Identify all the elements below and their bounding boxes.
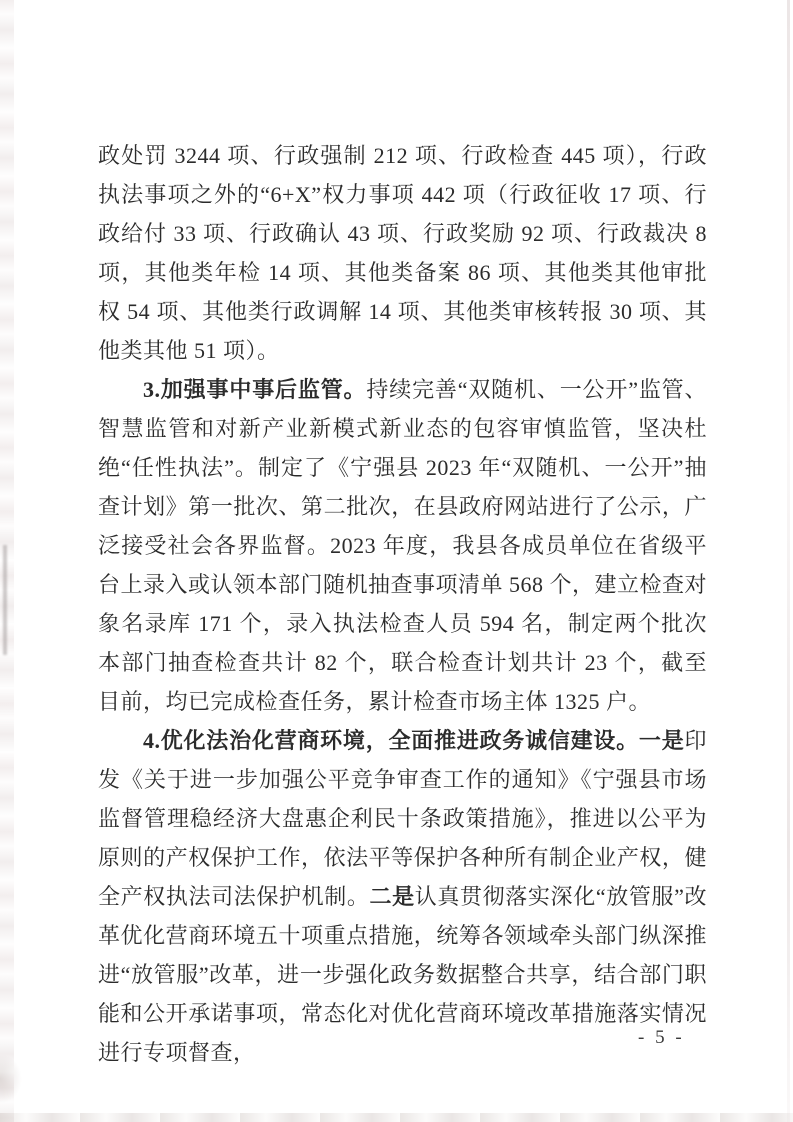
bold-text-run: 4.优化法治化营商环境，全面推进政务诚信建设。 bbox=[143, 728, 639, 753]
scan-corner-smudge bbox=[0, 1054, 22, 1104]
bold-text-run: 一是 bbox=[638, 728, 685, 753]
page-number: - 5 - bbox=[638, 1027, 685, 1048]
text-run: 印发《关于进一步加强公平竞争审查工作的通知》《宁强县市场监督管理稳经济大盘惠企利民十条政策措施》，推进以公平为原则的产权保护工作，依法平等保护各种所有制企业产权，健全产权执法司法保护机制。 bbox=[98, 728, 707, 909]
paragraph bbox=[98, 721, 707, 1072]
scan-edge-artifact-left bbox=[0, 0, 14, 1122]
scan-edge-artifact-right bbox=[787, 0, 790, 1122]
scan-edge-artifact-bottom bbox=[0, 1113, 793, 1122]
text-run: 认真贯彻落实深化“放管服”改革优化营商环境五十项重点措施，统筹各领域牵头部门纵深推进“放管服”改革，进一步强化政务数据整合共享，结合部门职能和公开承诺事项，常态化对优化营商环境改革措施落实情况进行专项督查， bbox=[98, 884, 708, 1065]
bold-text-run: 二是 bbox=[369, 884, 415, 909]
text-run: 政处罚 3244 项、行政强制 212 项、行政检查 445 项），行政执法事项之外的“6+X”权力事项 442 项（行政征收 17 项、行政给付 33 项、行政确认 43 项、行政奖励 92 项、行政裁决 8 项，其他类年检 14 项、其他类备案 86 项、其他类其他审批权 54 项、其他类行政调解 14 项、其他类审核转报 30 项、其他类其他 51 项）。 bbox=[98, 143, 707, 363]
paragraph bbox=[98, 136, 707, 370]
bold-text-run: 3.加强事中事后监管。 bbox=[143, 377, 367, 402]
text-run: 持续完善“双随机、一公开”监管、智慧监管和对新产业新模式新业态的包容审慎监管，坚决杜绝“任性执法”。制定了《宁强县 2023 年“双随机、一公开”抽查计划》第一批次、第二批次，在县政府网站进行了公示，广泛接受社会各界监督。2023 年度，我县各成员单位在省级平台上录入或认领本部门随机抽查事项清单 568 个，建立检查对象名录库 171 个，录入执法检查人员 594 名，制定两个批次本部门抽查检查共计 82 个，联合检查计划共计 23 个，截至目前，均已完成检查任务，累计检查市场主体 1325 户。 bbox=[98, 377, 708, 714]
document-body bbox=[98, 136, 707, 1072]
paragraph bbox=[98, 370, 707, 721]
